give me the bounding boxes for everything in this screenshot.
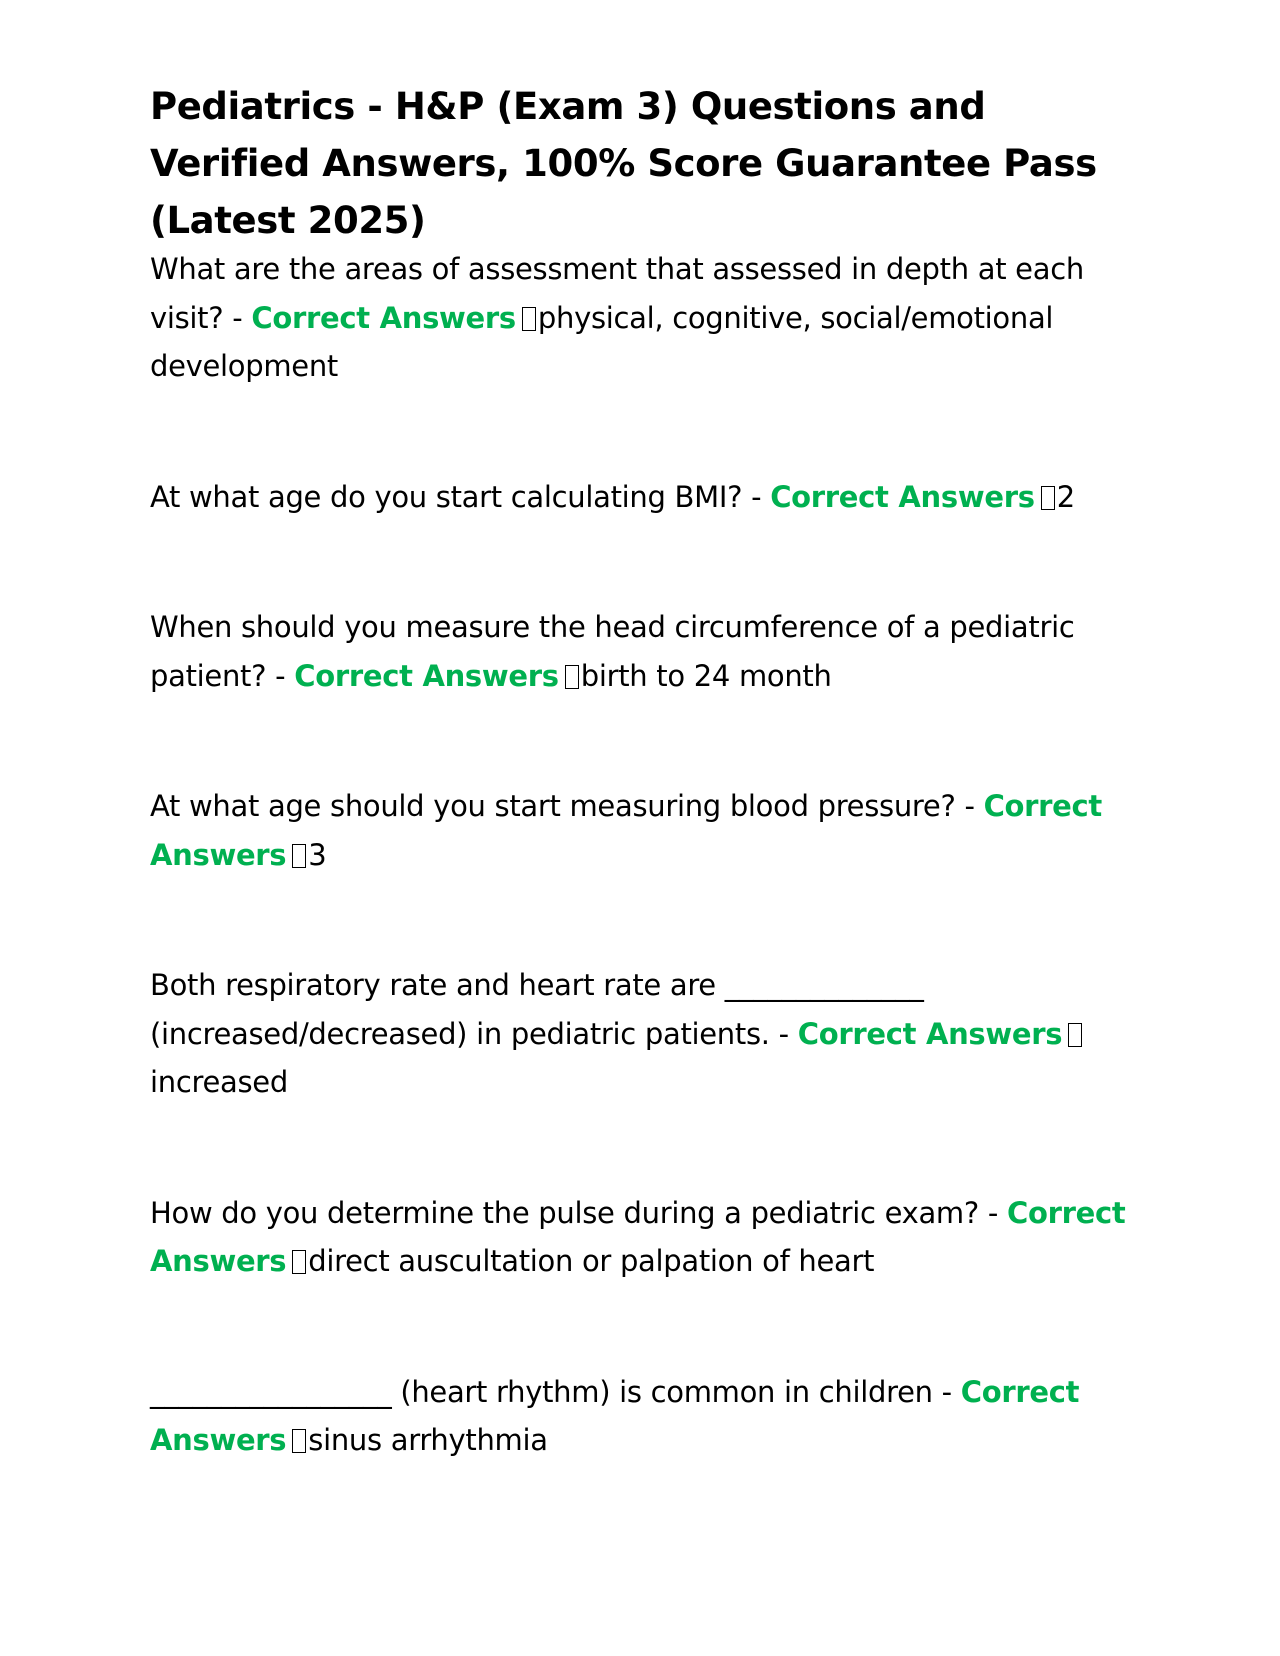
qa-item [150,782,1140,879]
correct-answers-label: Correct Answers [294,658,559,693]
correct-answers-label: Correct Answers [770,479,1035,514]
separator: - [223,300,252,335]
answer-text: 2 [1056,479,1075,514]
separator: - [769,1016,798,1051]
correct-answers-label: Correct Answers [797,1016,1063,1051]
answer-text: birth to 24 month [580,658,832,693]
correct-answers-label: Correct Answers [251,300,516,335]
question-text: At what age should you start measuring blood pressure? [150,789,956,823]
missing-glyph-icon [292,1250,306,1274]
missing-glyph-icon [1068,1023,1082,1047]
missing-glyph-icon [1041,486,1055,510]
answer-text: sinus arrhythmia [308,1423,548,1457]
qa-item [150,473,1140,522]
missing-glyph-icon [292,844,306,868]
separator: - [932,1374,961,1409]
missing-glyph-icon [522,307,536,331]
answer-text: increased [150,1065,288,1099]
missing-glyph-icon [292,1429,306,1453]
answer-text: physical, cognitive, social/emotional development [150,300,1054,383]
question-text: At what age do you start calculating BMI? [150,479,743,514]
missing-glyph-icon [565,665,579,689]
separator: - [955,789,984,823]
answer-text: direct auscultation or palpation of heart [308,1244,875,1278]
document-title: Pediatrics - H&P (Exam 3) Questions and Verified Answers, 100% Score Guarantee Pass (Latest 2025) [150,85,1097,242]
qa-item [150,245,1140,391]
qa-item [150,603,1140,700]
qa-item [150,1368,1140,1465]
question-text: How do you determine the pulse during a pediatric exam? [150,1195,979,1230]
question-text: When should you measure the head circumference of a pediatric patient? [150,610,1075,693]
qa-item [150,961,1140,1107]
separator: - [742,479,771,514]
question-text: What are the areas of assessment that assessed in depth at each visit? [150,252,1084,335]
correct-answers-label: Correct Answers [150,789,1102,872]
answer-text: 3 [308,837,327,872]
question-text: Both respiratory rate and heart rate are ______________ (increased/decreased) in pediatric patients. [150,968,924,1051]
correct-answers-label: Correct Answers [150,1374,1080,1457]
separator: - [266,658,295,693]
separator: - [978,1195,1007,1230]
document-page [150,78,1140,1547]
question-text: _________________ (heart rhythm) is common in children [150,1374,933,1409]
qa-item [150,1189,1140,1286]
correct-answers-label: Correct Answers [150,1195,1126,1278]
